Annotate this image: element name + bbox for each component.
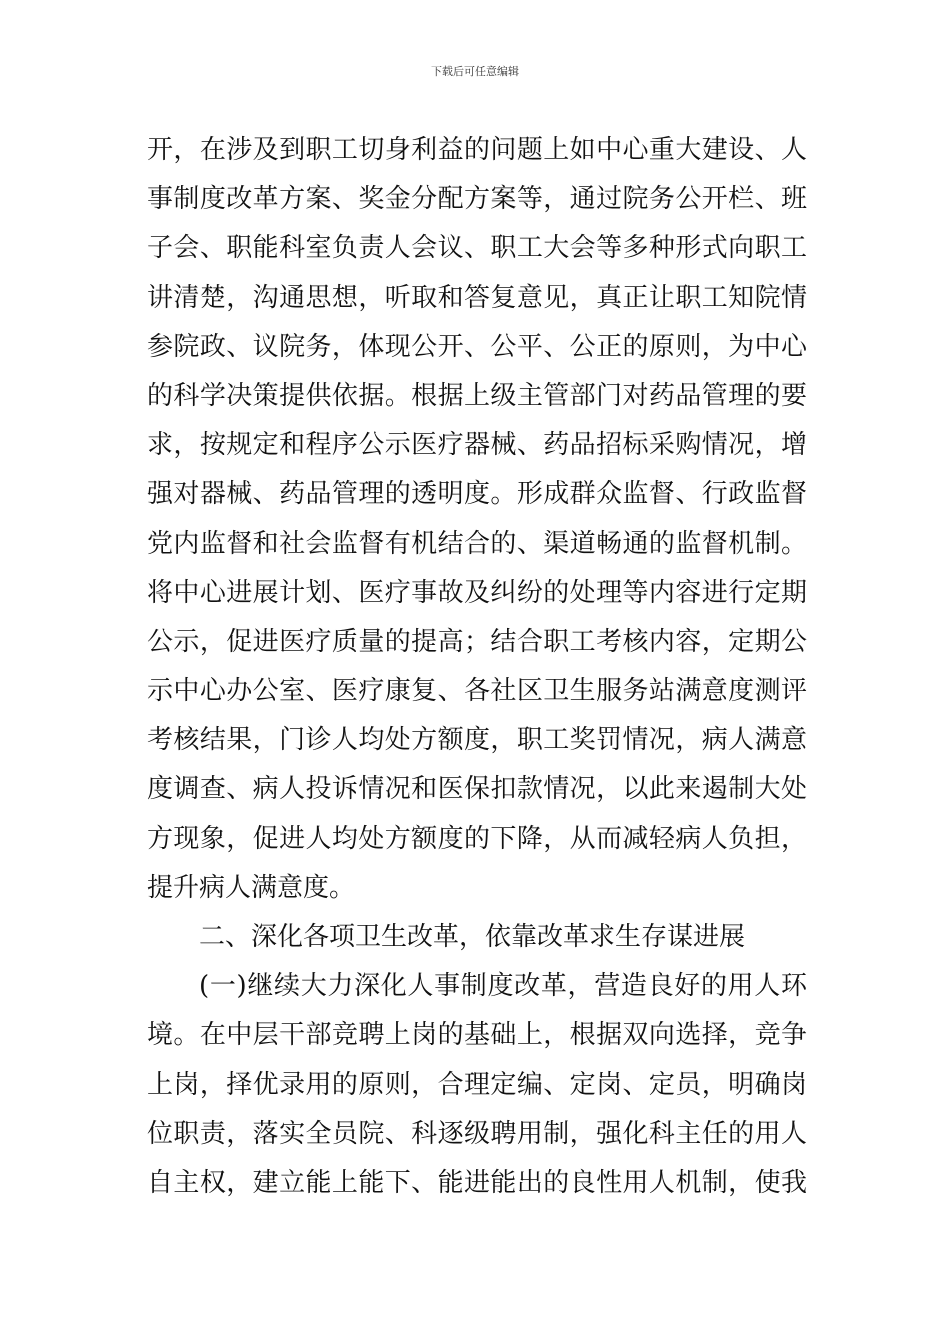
text-line: 将中心进展计划、医疗事故及纠纷的处理等内容进行定期 bbox=[147, 577, 807, 608]
text-line: 度调查、病人投诉情况和医保扣款情况，以此来遏制大处 bbox=[147, 774, 807, 805]
text-line: 公示，促进医疗质量的提高；结合职工考核内容，定期公 bbox=[147, 626, 807, 657]
section-heading: 二、深化各项卫生改革，依靠改革求生存谋进展 bbox=[199, 922, 746, 952]
text-line: 子会、职能科室负责人会议、职工大会等多种形式向职工 bbox=[147, 233, 807, 264]
text-line: 境。在中层干部竞聘上岗的基础上，根据双向选择，竞争 bbox=[147, 1020, 807, 1051]
subsection-heading-line: (一)继续大力深化人事制度改革，营造良好的用人环 bbox=[199, 971, 807, 1002]
text-line: 的科学决策提供依据。根据上级主管部门对药品管理的要 bbox=[147, 380, 807, 411]
text-line: 上岗，择优录用的原则，合理定编、定岗、定员，明确岗 bbox=[147, 1069, 807, 1100]
document-body bbox=[147, 126, 807, 1208]
text-line: 提升病人满意度。 bbox=[147, 872, 356, 903]
text-line: 示中心办公室、医疗康复、各社区卫生服务站满意度测评 bbox=[147, 676, 807, 707]
text-line: 党内监督和社会监督有机结合的、渠道畅通的监督机制。 bbox=[147, 528, 807, 559]
text-line: 参院政、议院务，体现公开、公平、公正的原则，为中心 bbox=[147, 331, 807, 362]
text-line: 考核结果，门诊人均处方额度，职工奖罚情况，病人满意 bbox=[147, 725, 807, 756]
text-line: 强对器械、药品管理的透明度。形成群众监督、行政监督 bbox=[147, 479, 807, 510]
text-line: 讲清楚，沟通思想，听取和答复意见，真正让职工知院情 bbox=[147, 282, 807, 313]
page-header: 下载后可任意编辑 bbox=[431, 65, 519, 78]
text-line: 自主权，建立能上能下、能进能出的良性用人机制，使我 bbox=[147, 1167, 807, 1198]
text-line: 事制度改革方案、奖金分配方案等，通过院务公开栏、班 bbox=[147, 184, 807, 215]
text-line: 方现象，促进人均处方额度的下降，从而减轻病人负担， bbox=[147, 823, 807, 854]
text-line: 开，在涉及到职工切身利益的问题上如中心重大建设、人 bbox=[147, 135, 807, 165]
text-line: 求，按规定和程序公示医疗器械、药品招标采购情况，增 bbox=[147, 430, 807, 461]
text-line: 位职责，落实全员院、科逐级聘用制，强化科主任的用人 bbox=[147, 1118, 807, 1149]
